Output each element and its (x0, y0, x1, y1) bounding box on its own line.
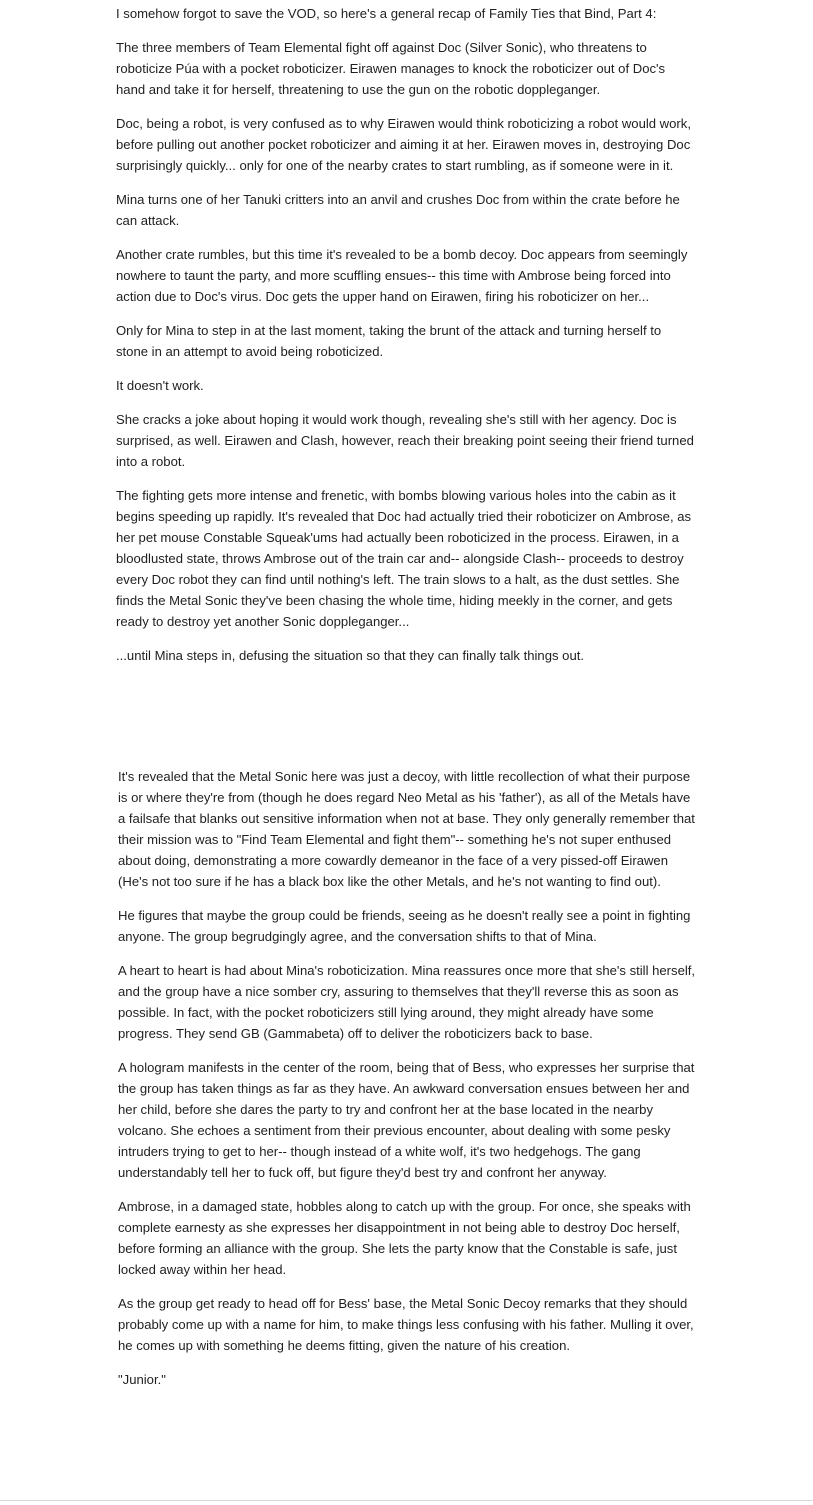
paragraph: The fighting gets more intense and frenetic, with bombs blowing various holes into the cabin as it begins speeding up rapidly. It's revealed that Doc had actually tried their roboticizer on Ambrose, as her pet mouse Constable Squeak'ums had actually been roboticized in the process. Eirawen, in a bloodlusted state, throws Ambrose out of the train car and-- alongside Clash-- proceeds to destroy every Doc robot they can find until nothing's left. The train slows to a halt, as the dust settles. She finds the Metal Sonic they've been chasing the whole time, hiding meekly in the corner, and gets ready to destroy yet another Sonic doppleganger... (116, 488, 692, 629)
paragraph: ...until Mina steps in, defusing the situation so that they can finally talk things out. (116, 648, 585, 663)
paragraph: Mina turns one of her Tanuki critters into an anvil and crushes Doc from within the crate before he can attack. (116, 192, 680, 228)
paragraph: Another crate rumbles, but this time it's revealed to be a bomb decoy. Doc appears from seemingly nowhere to taunt the party, and more scuffling ensues-- this time with Ambrose being forced into action due to Doc's virus. Doc gets the upper hand on Eirawen, firing his roboticizer on her... (116, 247, 688, 304)
paragraph: Only for Mina to step in at the last moment, taking the brunt of the attack and turning herself to stone in an attempt to avoid being roboticized. (116, 323, 662, 359)
paragraph: It's revealed that the Metal Sonic here was just a decoy, with little recollection of what their purpose is or where they're from (though he does regard Neo Metal as his 'father'), as all of the Metals have a failsafe that blanks out sensitive information when not at base. They only generally remember that their mission was to "Find Team Elemental and fight them"-- something he's not super enthused about doing, demonstrating a more cowardly demeanor in the face of a very pissed-off Eirawen (He's not too sure if he has a black box like the other Metals, and he's not wanting to find out). (118, 769, 695, 889)
paragraph: Doc, being a robot, is very confused as to why Eirawen would think roboticizing a robot would work, before pulling out another pocket roboticizer and aiming it at her. Eirawen moves in, destroying Doc surprisingly quickly... only for one of the nearby crates to start rumbling, as if someone were in it. (116, 116, 691, 173)
paragraph: "Junior." (118, 1372, 166, 1387)
paragraph: A hologram manifests in the center of the room, being that of Bess, who expresses her surprise that the group has taken things as far as they have. An awkward conversation ensues between her and her child, before she dares the party to try and confront her at the base located in the nearby volcano. She echoes a sentiment from their previous encounter, about dealing with some pesky intruders trying to get to her-- though instead of a white wolf, it's two hedgehogs. The gang understandably tell her to fuck off, but figure they'd best try and confront her anyway. (118, 1060, 695, 1180)
paragraph: A heart to heart is had about Mina's roboticization. Mina reassures once more that she's still herself, and the group have a nice somber cry, assuring to themselves that they'll reverse this as soon as possible. In fact, with the pocket roboticizers still lying around, they might already have some progress. They send GB (Gammabeta) off to deliver the roboticizers back to base. (118, 963, 696, 1041)
recap-section-part-two (118, 766, 698, 1403)
paragraph: Ambrose, in a damaged state, hobbles along to catch up with the group. For once, she speaks with complete earnesty as she expresses her disappointment in not being able to destroy Doc herself, before forming an alliance with the group. She lets the party know that the Constable is safe, just locked away within her head. (118, 1199, 691, 1277)
paragraph: As the group get ready to head off for Bess' base, the Metal Sonic Decoy remarks that they should probably come up with a name for him, to make things less confusing with his father. Mulling it over, he comes up with something he deems fitting, given the nature of his creation. (118, 1296, 694, 1353)
page-bottom-divider (0, 1500, 813, 1501)
recap-section-part-one (116, 3, 696, 679)
paragraph: It doesn't work. (116, 378, 204, 393)
paragraph: I somehow forgot to save the VOD, so here's a general recap of Family Ties that Bind, Part 4: (116, 6, 657, 21)
paragraph: She cracks a joke about hoping it would work though, revealing she's still with her agency. Doc is surprised, as well. Eirawen and Clash, however, reach their breaking point seeing their friend turned into a robot. (116, 412, 694, 469)
paragraph: He figures that maybe the group could be friends, seeing as he doesn't really see a point in fighting anyone. The group begrudgingly agree, and the conversation shifts to that of Mina. (118, 908, 691, 944)
paragraph: The three members of Team Elemental fight off against Doc (Silver Sonic), who threatens to roboticize Púa with a pocket roboticizer. Eirawen manages to knock the roboticizer out of Doc's hand and take it for herself, threatening to use the gun on the robotic doppleganger. (116, 40, 666, 97)
